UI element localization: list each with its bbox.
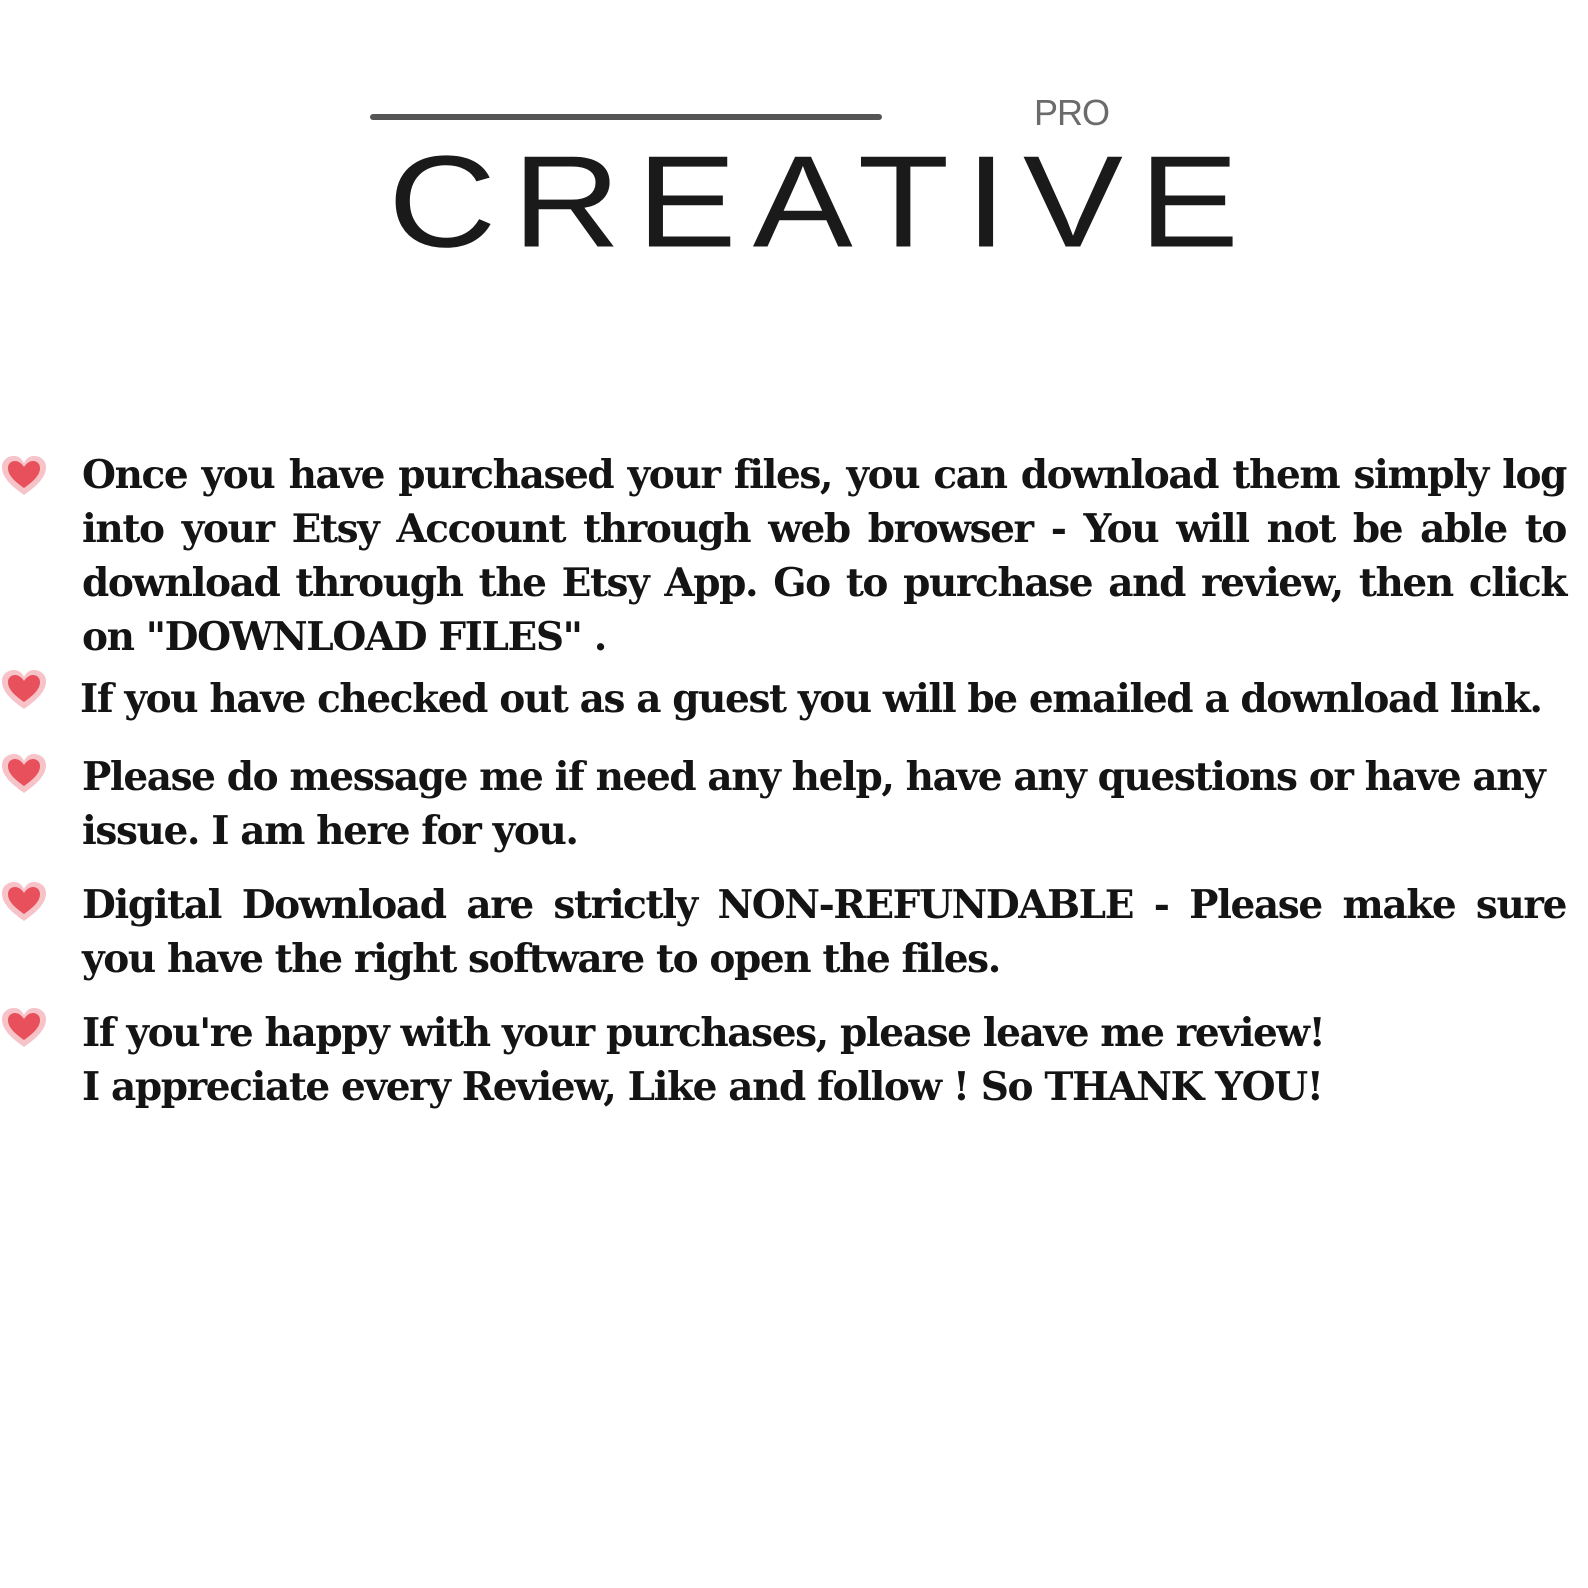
logo-pro-text: PRO <box>1034 92 1110 133</box>
list-item-text: Digital Download are strictly NON-REFUNDABLE - Please make sure you have the right software to open the files. <box>82 882 1566 982</box>
heart-icon <box>0 668 48 712</box>
list-item-text: Please do message me if need any help, have any questions or have any issue. I am here for you. <box>82 754 1545 854</box>
creative-pro-logo <box>370 92 1256 282</box>
heart-icon <box>0 880 48 924</box>
logo-rule <box>370 114 882 120</box>
heart-icon <box>0 752 48 796</box>
list-item-text: Once you have purchased your files, you can download them simply log into your Etsy Account through web browser - You will not be able to download through the Etsy App. Go to purchase and review, then click on "DOWNLOAD FILES" . <box>82 452 1566 660</box>
list-item-text <box>82 1006 1566 1114</box>
logo-wordmark: CREATIVE <box>388 128 1256 275</box>
list-item-line: If you're happy with your purchases, please leave me review! <box>82 1010 1325 1056</box>
list-item-text: If you have checked out as a guest you will be emailed a download link. <box>80 676 1542 722</box>
heart-icon <box>0 1006 48 1050</box>
heart-icon <box>0 454 48 498</box>
list-item-line: I appreciate every Review, Like and follow ! So THANK YOU! <box>82 1064 1323 1110</box>
